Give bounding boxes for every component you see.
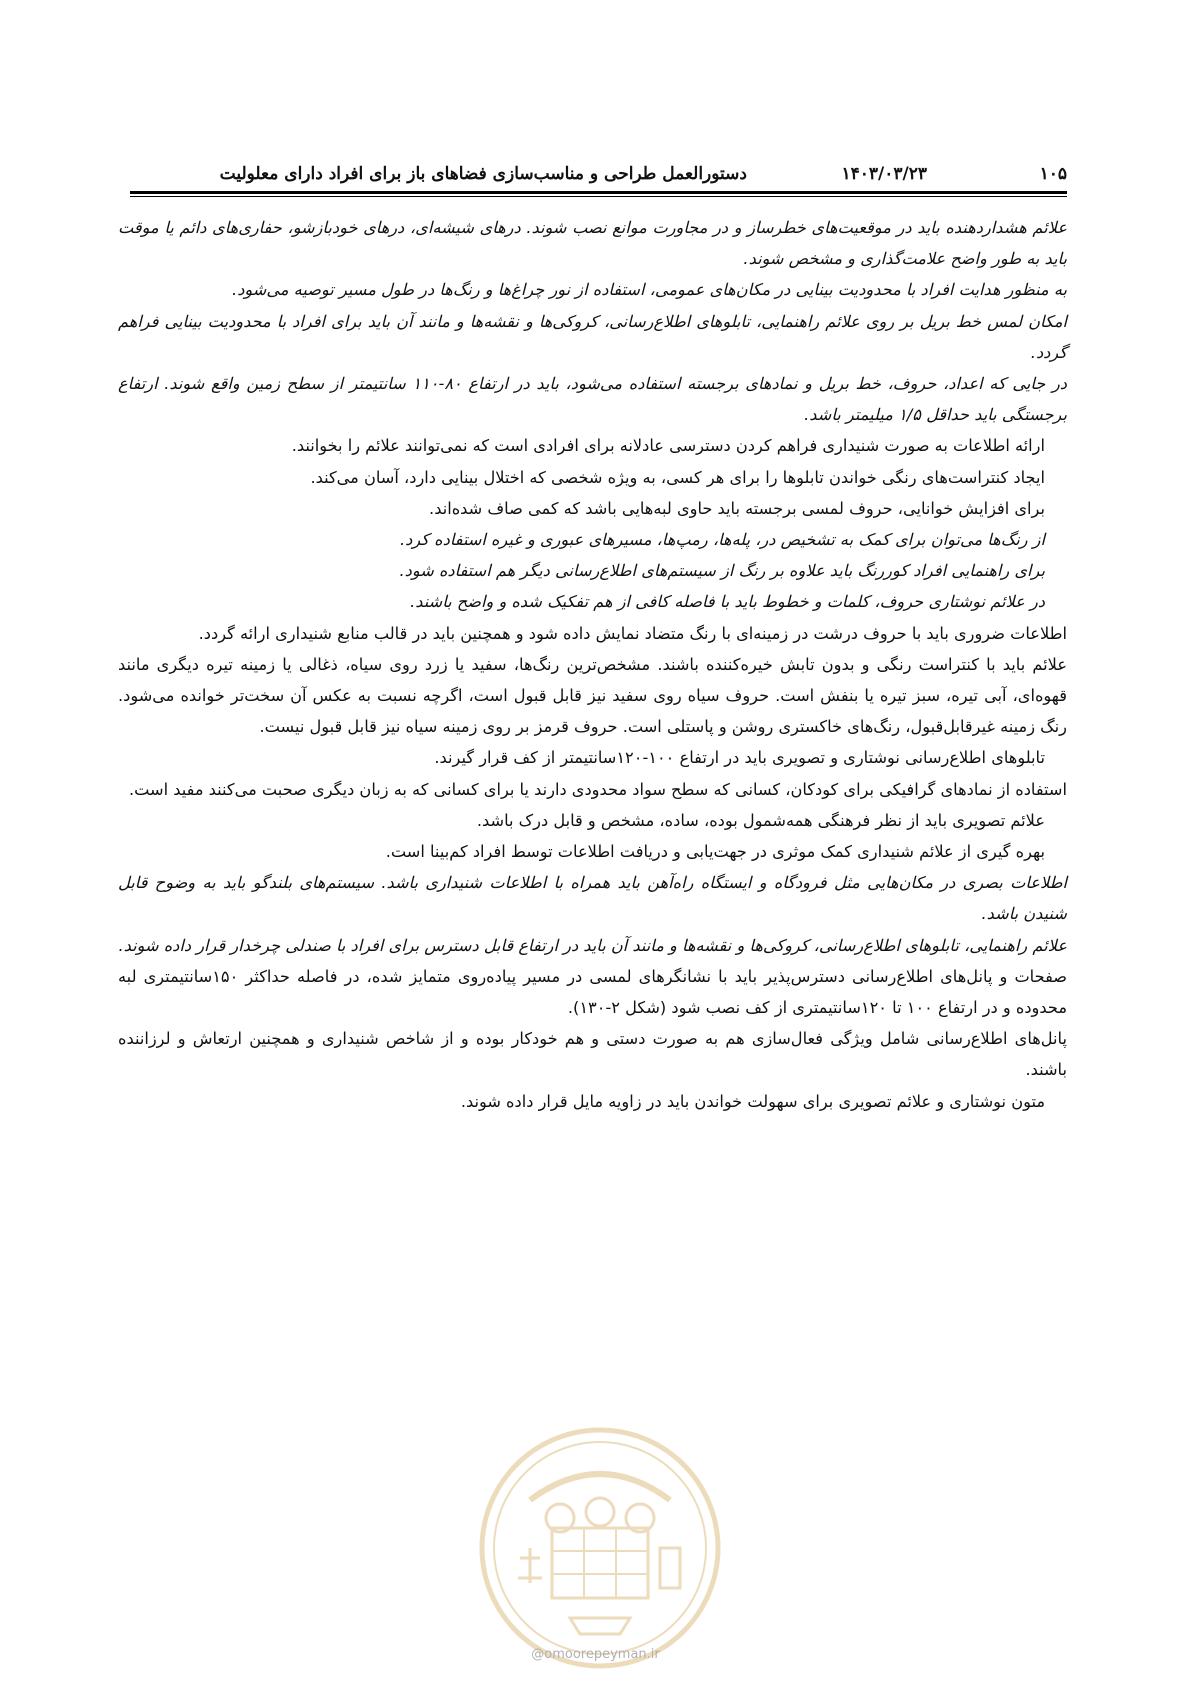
page-number: ۱۰۵ xyxy=(1039,164,1067,184)
paragraph: تابلوهای اطلاع‌رسانی نوشتاری و تصویری باید در ارتفاع ۱۰۰-۱۲۰سانتیمتر از کف قرار گیرند. xyxy=(434,748,1045,768)
paragraph: استفاده از نمادهای گرافیکی برای کودکان، کسانی که سطح سواد محدودی دارند یا برای کسانی که به زبان دیگری صحبت می‌کنند مفید است. xyxy=(129,779,1067,799)
paragraph: ایجاد کنتراست‌های رنگی خواندن تابلوها را برای هر کسی، به ویژه شخصی که اختلال بینایی دارد، آسان می‌کند. xyxy=(310,467,1045,487)
paragraph: امکان لمس خط بریل بر روی علائم راهنمایی، تابلوهای اطلاع‌رسانی، کروکی‌ها و نقشه‌ها و مانند آن باید برای افراد با محدودیت بینایی فراهم گردد. xyxy=(118,311,1067,362)
paragraph: در جایی که اعداد، حروف، خط بریل و نمادهای برجسته استفاده می‌شود، باید در ارتفاع ۸۰-۱۱۰ سانتیمتر از سطح زمین واقع شوند. ارتفاع برجستگی باید حداقل ۱/۵ میلیمتر باشد. xyxy=(118,374,1068,425)
paragraph: اطلاعات ضروری باید با حروف درشت در زمینه‌ای با رنگ متضاد نمایش داده شود و همچنین باید در قالب منابع شنیداری ارائه گردد. xyxy=(198,623,1067,643)
header-title: دستورالعمل طراحی و مناسب‌سازی فضاهای باز برای افراد دارای معلولیت xyxy=(219,164,747,184)
paragraph: علائم باید با کنتراست رنگی و بدون تابش خیره‌کننده باشند. مشخص‌ترین رنگ‌ها، سفید یا زرد روی سیاه، ذغالی یا زمینه تیره دیگری مانند قهوه‌ای، آبی تیره، سبز تیره یا بنفش است. حروف سیاه روی سفید نیز قابل قبول است، اگرچه نسبت به عکس آن سخت‌تر خوانده می‌شود. رنگ زمینه غیرقابل‌قبول، رنگ‌های خاکستری روشن و پاستلی است. حروف قرمز بر روی زمینه سیاه نیز قابل قبول نیست. xyxy=(118,654,1067,737)
paragraph: اطلاعات بصری در مکان‌هایی مثل فرودگاه و ایستگاه راه‌آهن باید همراه با اطلاعات شنیداری باشد. سیستم‌های بلندگو باید به وضوح قابل شنیدن باشد. xyxy=(118,873,1067,924)
header-date: ۱۴۰۳/۰۳/۲۳ xyxy=(841,164,927,184)
paragraph: علائم هشداردهنده باید در موقعیت‌های خطرساز و در مجاورت موانع نصب شوند. درهای شیشه‌ای، درهای خودبازشو، حفاری‌های دائم یا موقت باید به طور واضح علامت‌گذاری و مشخص شوند. xyxy=(118,218,1067,269)
paragraph: پانل‌های اطلاع‌رسانی شامل ویژگی فعال‌سازی هم به صورت دستی و هم خودکار بوده و از شاخص شنیداری و همچنین ارتعاش و لرزاننده باشند. xyxy=(118,1029,1067,1080)
page-header xyxy=(130,164,1067,188)
seal-logo-watermark xyxy=(460,1408,740,1688)
paragraph: علائم راهنمایی، تابلوهای اطلاع‌رسانی، کروکی‌ها و نقشه‌ها و مانند آن باید در ارتفاع قابل دسترس برای افراد با صندلی چرخدار قرار داده شوند. xyxy=(118,935,1067,955)
header-rule-thick xyxy=(130,191,1067,194)
paragraph: ارائه اطلاعات به صورت شنیداری فراهم کردن دسترسی عادلانه برای افرادی است که نمی‌توانند علائم را بخوانند. xyxy=(291,436,1045,456)
paragraph: در علائم نوشتاری حروف، کلمات و خطوط باید با فاصله کافی از هم تفکیک شده و واضح باشند. xyxy=(410,592,1045,612)
paragraph: از رنگ‌ها می‌توان برای کمک به تشخیص در، پله‌ها، رمپ‌ها، مسیرهای عبوری و غیره استفاده کرد. xyxy=(400,530,1045,550)
paragraph: متون نوشتاری و علائم تصویری برای سهولت خواندن باید در زاویه مایل قرار داده شوند. xyxy=(460,1091,1045,1111)
paragraph: علائم تصویری باید از نظر فرهنگی همه‌شمول بوده، ساده، مشخص و قابل درک باشد. xyxy=(476,810,1045,830)
paragraph: برای راهنمایی افراد کوررنگ باید علاوه بر رنگ از سیستم‌های اطلاع‌رسانی دیگر هم استفاده شود. xyxy=(399,561,1045,581)
header-rule-thin xyxy=(130,196,1067,197)
paragraph: بهره گیری از علائم شنیداری کمک موثری در جهت‌یابی و دریافت اطلاعات توسط افراد کم‌بینا است. xyxy=(385,842,1045,862)
paragraph: برای افزایش خوانایی، حروف لمسی برجسته باید حاوی لبه‌هایی باشد که کمی صاف شده‌اند. xyxy=(429,498,1045,518)
paragraph: به منظور هدایت افراد با محدودیت بینایی در مکان‌های عمومی، استفاده از نور چراغ‌ها و رنگ‌ها در طول مسیر توصیه می‌شود. xyxy=(232,280,1067,300)
watermark-url: @omoorepeyman.ir xyxy=(531,1647,660,1662)
paragraph: صفحات و پانل‌های اطلاع‌رسانی دسترس‌پذیر باید با نشانگرهای لمسی در مسیر پیاده‌روی متمایز شده، در فاصله حداکثر ۱۵۰سانتیمتری لبه محدوده و در ارتفاع ۱۰۰ تا ۱۲۰سانتیمتری از کف نصب شود (شکل ۲-۱۳۰). xyxy=(118,966,1068,1018)
body-text xyxy=(118,212,1067,1117)
